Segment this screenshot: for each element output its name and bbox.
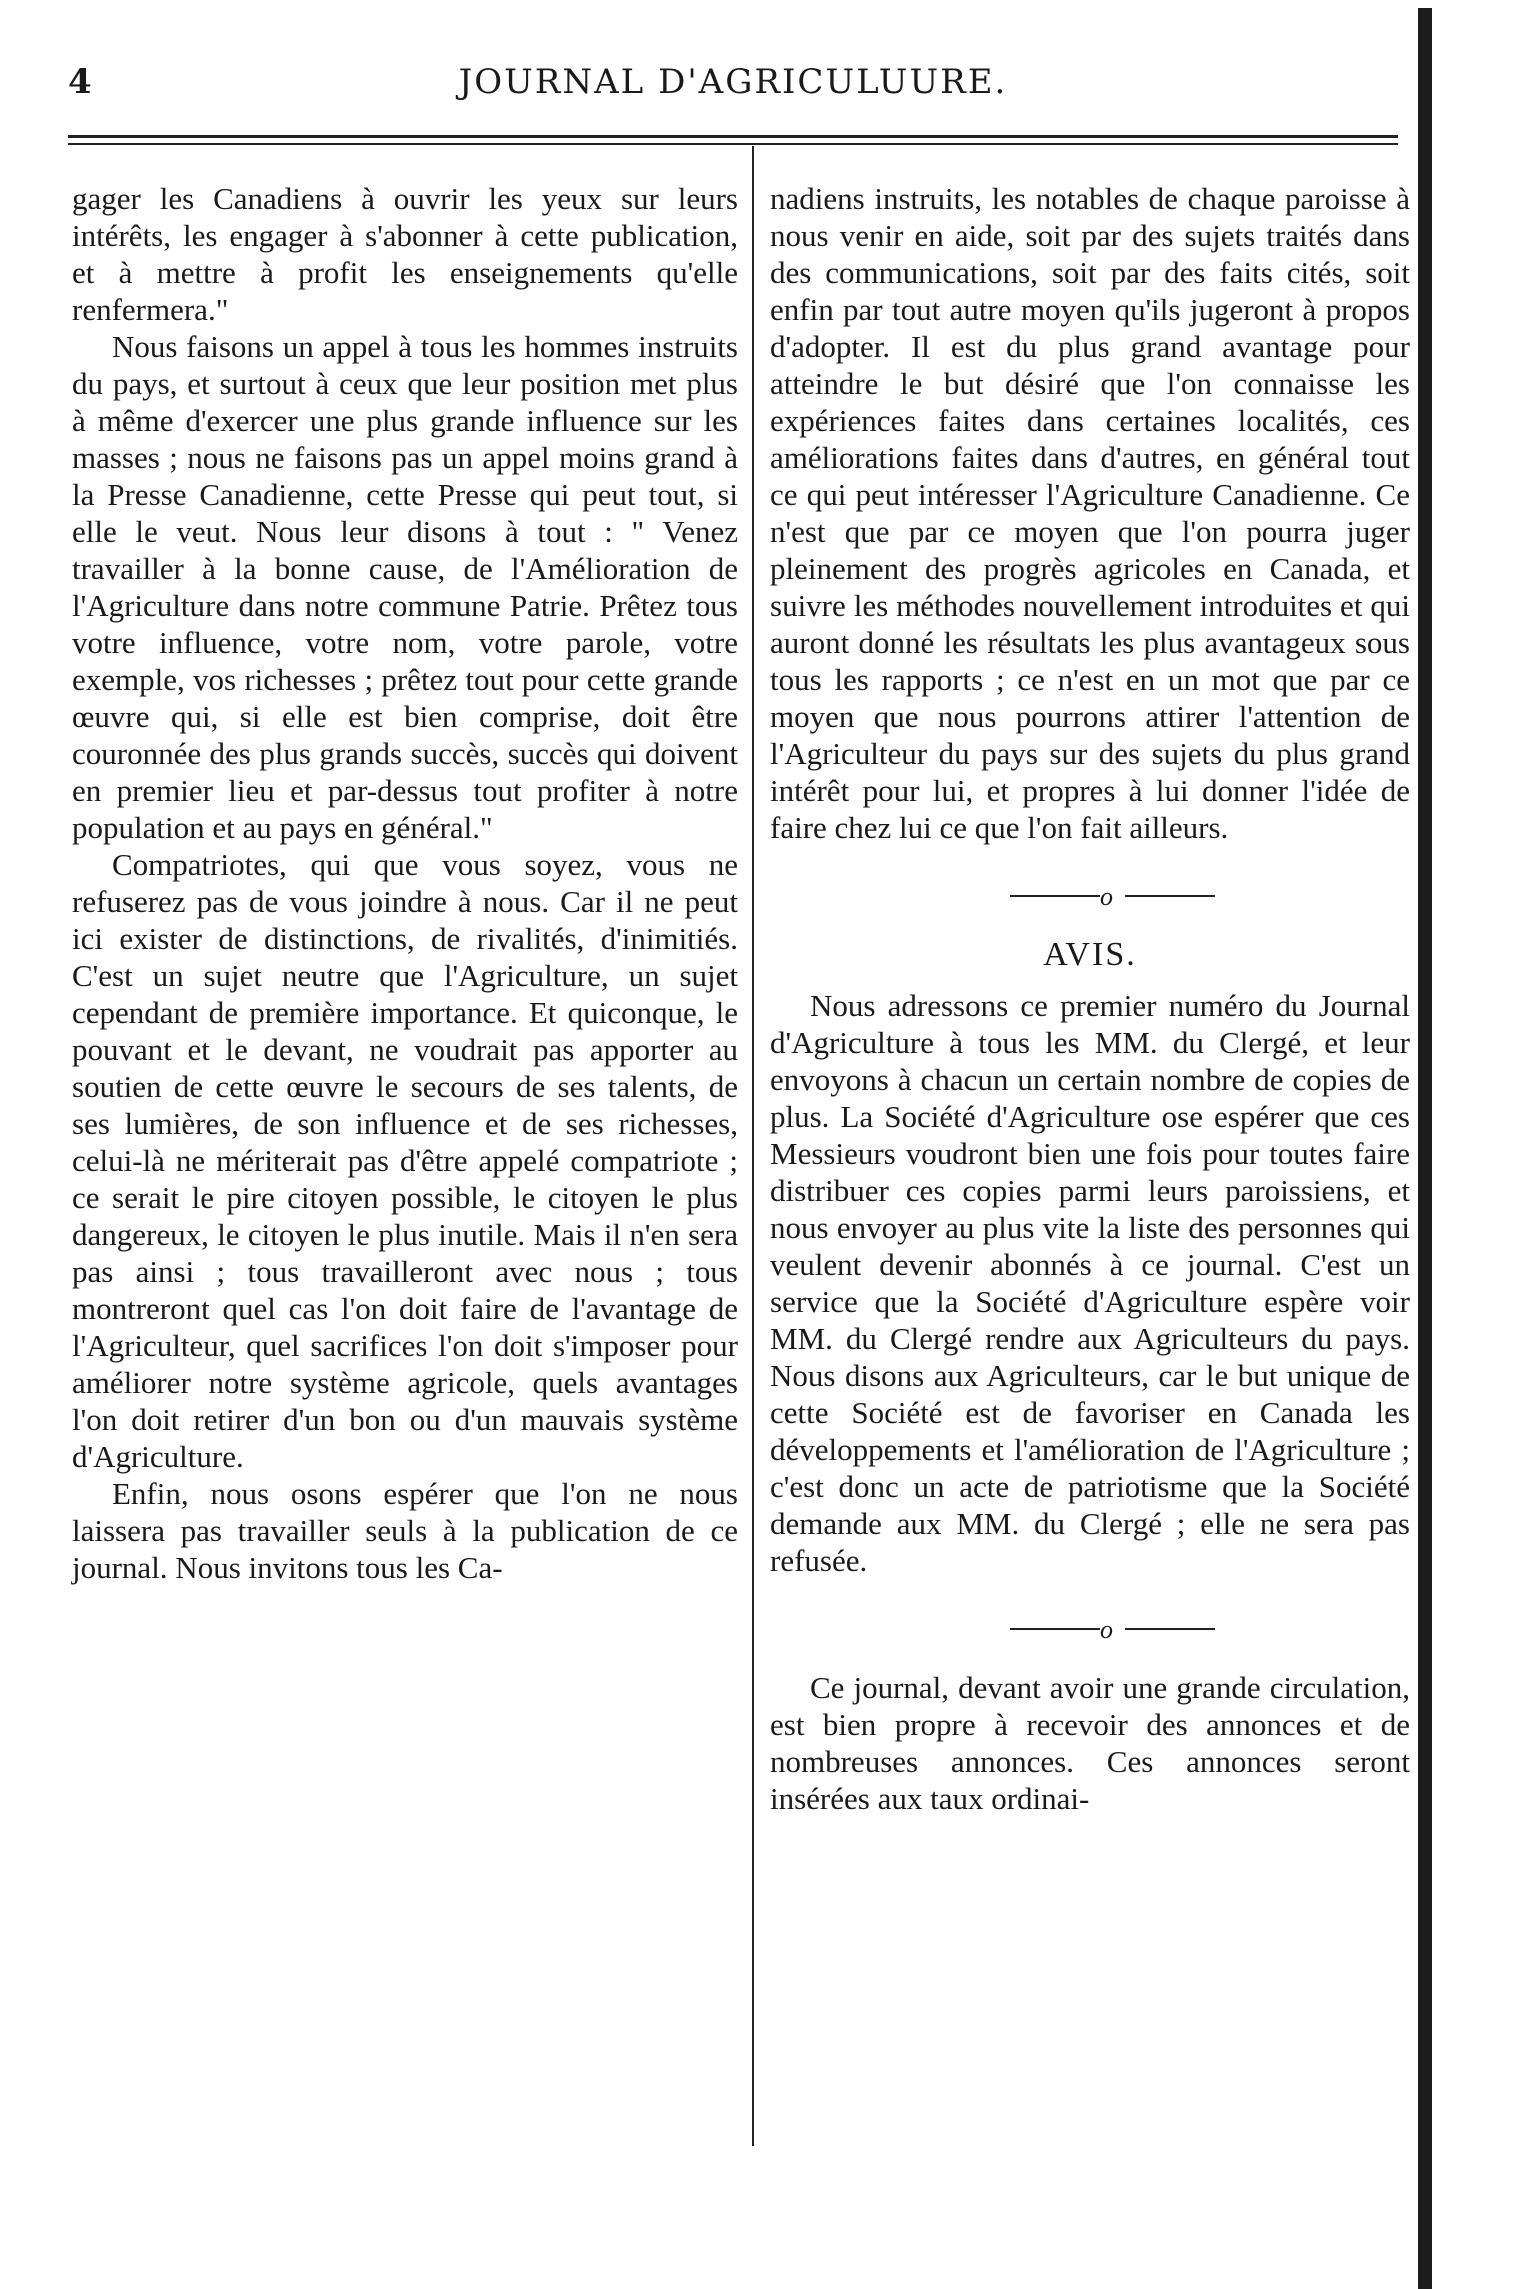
ornament-line-right (1125, 1628, 1215, 1630)
column-rule (752, 146, 754, 2146)
ornament-mark: o (1100, 882, 1113, 911)
page-header (68, 58, 1398, 118)
right-column (770, 180, 1410, 1817)
avis-heading: AVIS. (1043, 936, 1137, 973)
ornament-mark: o (1100, 1615, 1113, 1644)
running-title: JOURNAL D'AGRICULUURE. (458, 62, 1008, 102)
avis-paragraph: Nous adressons ce premier numéro du Journal d'Agriculture à tous les MM. du Clergé, et leur envoyons à chacun un certain nombre de copies de plus. La Société d'Agriculture ose espérer que ces Messieurs voudront bien une fois pour toutes faire distribuer ces copies parmi leurs paroissiens, et nous envoyer au plus vite la liste des personnes qui veulent devenir abonnés à ce journal. C'est un service que la Société d'Agriculture espère voir MM. du Clergé rendre aux Agriculteurs du pays. Nous disons aux Agriculteurs, car le but unique de cette Société est de favoriser en Canada les développements et l'amélioration de l'Agriculture ; c'est donc un acte de patriotisme que la Société demande aux MM. du Clergé ; elle ne sera pas refusée. (770, 988, 1410, 1578)
left-column (72, 180, 738, 1586)
ornament-line-left (1010, 1628, 1100, 1630)
left-paragraph-3: Compatriotes, qui que vous soyez, vous ne refuserez pas de vous joindre à nous. Car il ne peut ici exister de distinctions, de rivalités, d'inimitiés. C'est un sujet neutre que l'Agriculture, un sujet cependant de première importance. Et quiconque, le pouvant et le devant, ne voudrait pas apporter au soutien de cette œuvre le secours de ses talents, de ses lumières, de son influence et de ses richesses, celui-là ne mériterait pas d'être appelé compatriote ; ce serait le pire citoyen possible, le citoyen le plus dangereux, le citoyen le plus inutile. Mais il n'en sera pas ainsi ; tous travailleront avec nous ; tous montreront quel cas l'on doit faire de l'avantage de l'Agriculteur, quel sacrifices l'on doit s'imposer pour améliorer notre système agricole, quels avantages l'on doit retirer d'un bon ou d'un mauvais système d'Agriculture. (72, 847, 738, 1474)
section-ornament (770, 876, 1410, 916)
section-ornament-2 (770, 1609, 1410, 1649)
page-edge-bar (1418, 8, 1432, 2289)
left-paragraph-2: Nous faisons un appel à tous les hommes instruits du pays, et surtout à ceux que leur position met plus à même d'exercer une plus grande influence sur les masses ; nous ne faisons pas un appel moins grand à la Presse Canadienne, cette Presse qui peut tout, si elle le veut. Nous leur disons à tout : " Venez travailler à la bonne cause, de l'Amélioration de l'Agriculture dans notre commune Patrie. Prêtez tous votre influence, votre nom, votre parole, votre exemple, vos richesses ; prêtez tout pour cette grande œuvre qui, si elle est bien comprise, doit être couronnée des plus grands succès, succès qui doivent en premier lieu et par-dessus tout profiter à notre population et au pays en général." (72, 329, 738, 845)
ornament-line-left (1010, 895, 1100, 897)
closing-paragraph: Ce journal, devant avoir une grande circulation, est bien propre à recevoir des annonces et de nombreuses annonces. Ces annonces seront insérées aux taux ordinai- (770, 1670, 1410, 1816)
header-rule (68, 135, 1398, 145)
ornament-line-right (1125, 895, 1215, 897)
right-paragraph-1: nadiens instruits, les notables de chaque paroisse à nous venir en aide, soit par des sujets traités dans des communications, soit par des faits cités, soit enfin par tout autre moyen qu'ils jugeront à propos d'adopter. Il est du plus grand avantage pour atteindre le but désiré que l'on connaisse les expériences faites dans certaines localités, ces améliorations faites dans d'autres, en général tout ce qui peut intéresser l'Agriculture Canadienne. Ce n'est que par ce moyen que l'on pourra juger pleinement des progrès agricoles en Canada, et suivre les méthodes nouvellement introduites et qui auront donné les résultats les plus avantageux sous tous les rapports ; ce n'est en un mot que par ce moyen que nous pourrons attirer l'attention de l'Agriculteur du pays sur des sujets du plus grand intérêt pour lui, et propres à lui donner l'idée de faire chez lui ce que l'on fait ailleurs. (770, 181, 1410, 845)
left-paragraph-4: Enfin, nous osons espérer que l'on ne nous laissera pas travailler seuls à la publication de ce journal. Nous invitons tous les Ca- (72, 1476, 738, 1585)
left-paragraph-1: gager les Canadiens à ouvrir les yeux sur leurs intérêts, les engager à s'abonner à cette publication, et à mettre à profit les enseignements qu'elle renfermera." (72, 181, 738, 327)
page-number: 4 (68, 62, 92, 102)
